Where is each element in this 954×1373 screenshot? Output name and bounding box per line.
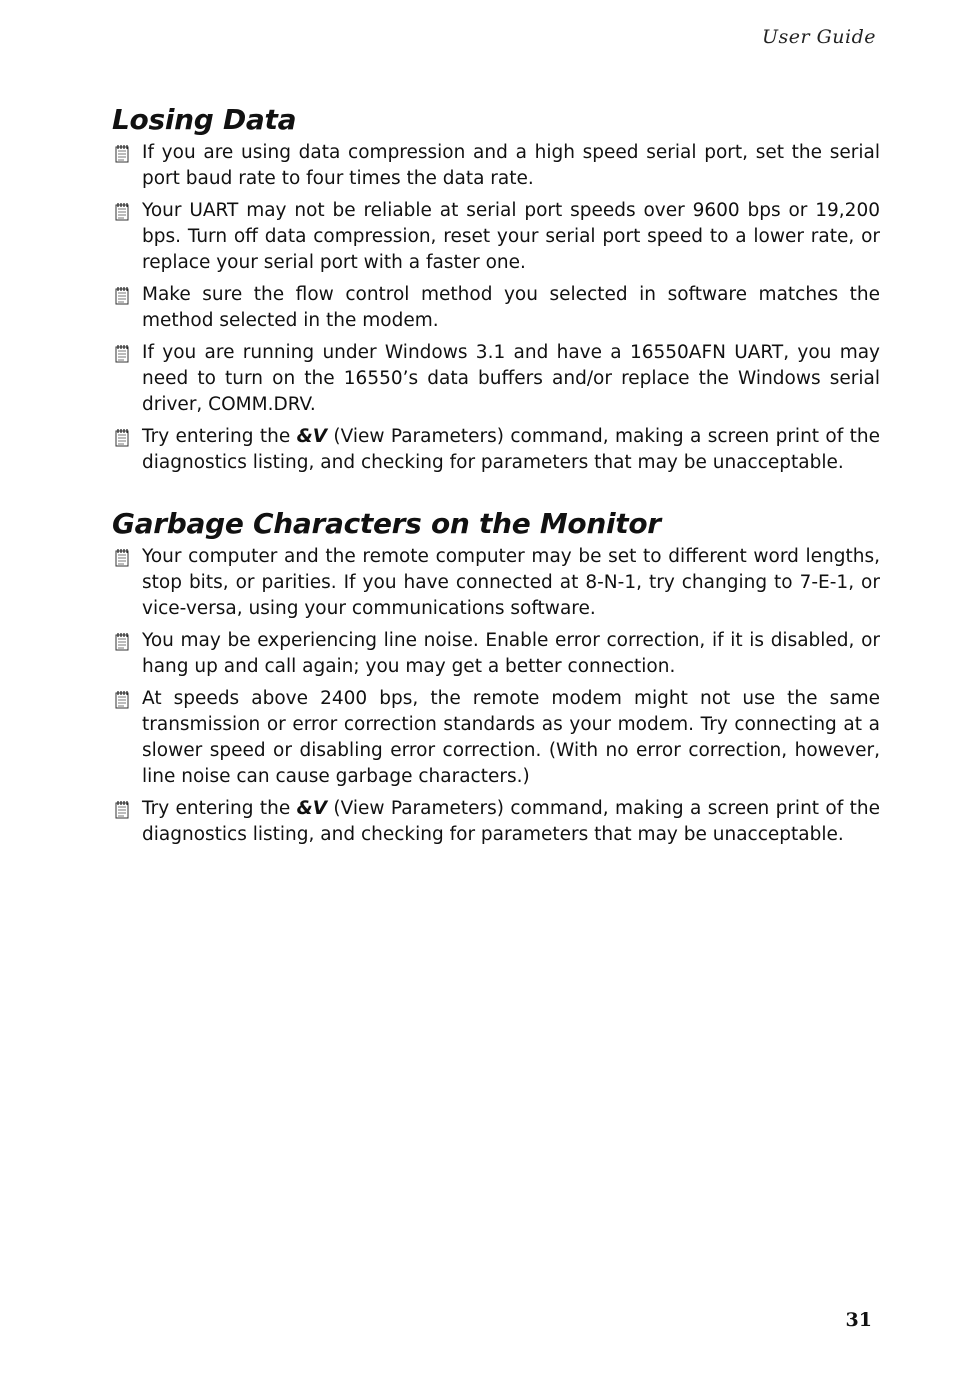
section-title: Garbage Characters on the Monitor xyxy=(112,507,661,540)
list-item-text: If you are running under Windows 3.1 and have a 16550AFN UART, you may need to turn on the 16550’s data buffers and/or replace the Windows serial driver, COMM.DRV. xyxy=(142,342,880,415)
page-number: 31 xyxy=(845,1309,872,1331)
notepad-icon xyxy=(114,286,130,305)
notepad-icon xyxy=(114,202,130,221)
list-item xyxy=(112,544,880,622)
list-item xyxy=(112,796,880,848)
notepad-icon xyxy=(114,428,130,447)
list-item-text: You may be experiencing line noise. Enable error correction, if it is disabled, or hang up and call again; you may get a better connection. xyxy=(142,630,880,677)
list-item-suffix: (View Parameters) command, making a screen print of the diagnostics listing, and checking for parameters that may be unacceptable. xyxy=(142,798,880,845)
notepad-icon xyxy=(114,144,130,163)
list-item xyxy=(112,340,880,418)
command-name: &V xyxy=(296,798,328,819)
bullet-list xyxy=(112,140,880,476)
notepad-icon xyxy=(114,690,130,709)
page-content xyxy=(112,100,880,854)
list-item-suffix: (View Parameters) command, making a screen print of the diagnostics listing, and checking for parameters that may be unacceptable. xyxy=(142,426,880,473)
list-item-text: Your UART may not be reliable at serial port speeds over 9600 bps or 19,200 bps. Turn off data compression, reset your serial port speed to a lower rate, or replace your serial port with a faster one. xyxy=(142,200,880,273)
notepad-icon xyxy=(114,548,130,567)
command-name: &V xyxy=(296,426,328,447)
list-item xyxy=(112,686,880,790)
list-item-text: At speeds above 2400 bps, the remote modem might not use the same transmission or error correction standards as your modem. Try connecting at a slower speed or disabling error correction. (With no error correction, however, line noise can cause garbage characters.) xyxy=(142,688,880,787)
running-header: User Guide xyxy=(761,26,876,48)
list-item xyxy=(112,628,880,680)
section-losing-data xyxy=(112,100,880,476)
list-item-text: Your computer and the remote computer may be set to different word lengths, stop bits, or parities. If you have connected at 8-N-1, try changing to 7-E-1, or vice-versa, using your communications software. xyxy=(142,546,880,619)
notepad-icon xyxy=(114,632,130,651)
list-item xyxy=(112,424,880,476)
notepad-icon xyxy=(114,344,130,363)
bullet-list xyxy=(112,544,880,848)
list-item-text: If you are using data compression and a high speed serial port, set the serial port baud rate to four times the data rate. xyxy=(142,142,880,189)
list-item xyxy=(112,282,880,334)
section-garbage-characters xyxy=(112,504,880,848)
list-item xyxy=(112,140,880,192)
list-item xyxy=(112,198,880,276)
list-item-prefix: Try entering the xyxy=(142,798,297,819)
section-title: Losing Data xyxy=(112,103,297,136)
notepad-icon xyxy=(114,800,130,819)
list-item-prefix: Try entering the xyxy=(142,426,297,447)
list-item-text: Make sure the flow control method you selected in software matches the method selected in the modem. xyxy=(142,284,880,331)
